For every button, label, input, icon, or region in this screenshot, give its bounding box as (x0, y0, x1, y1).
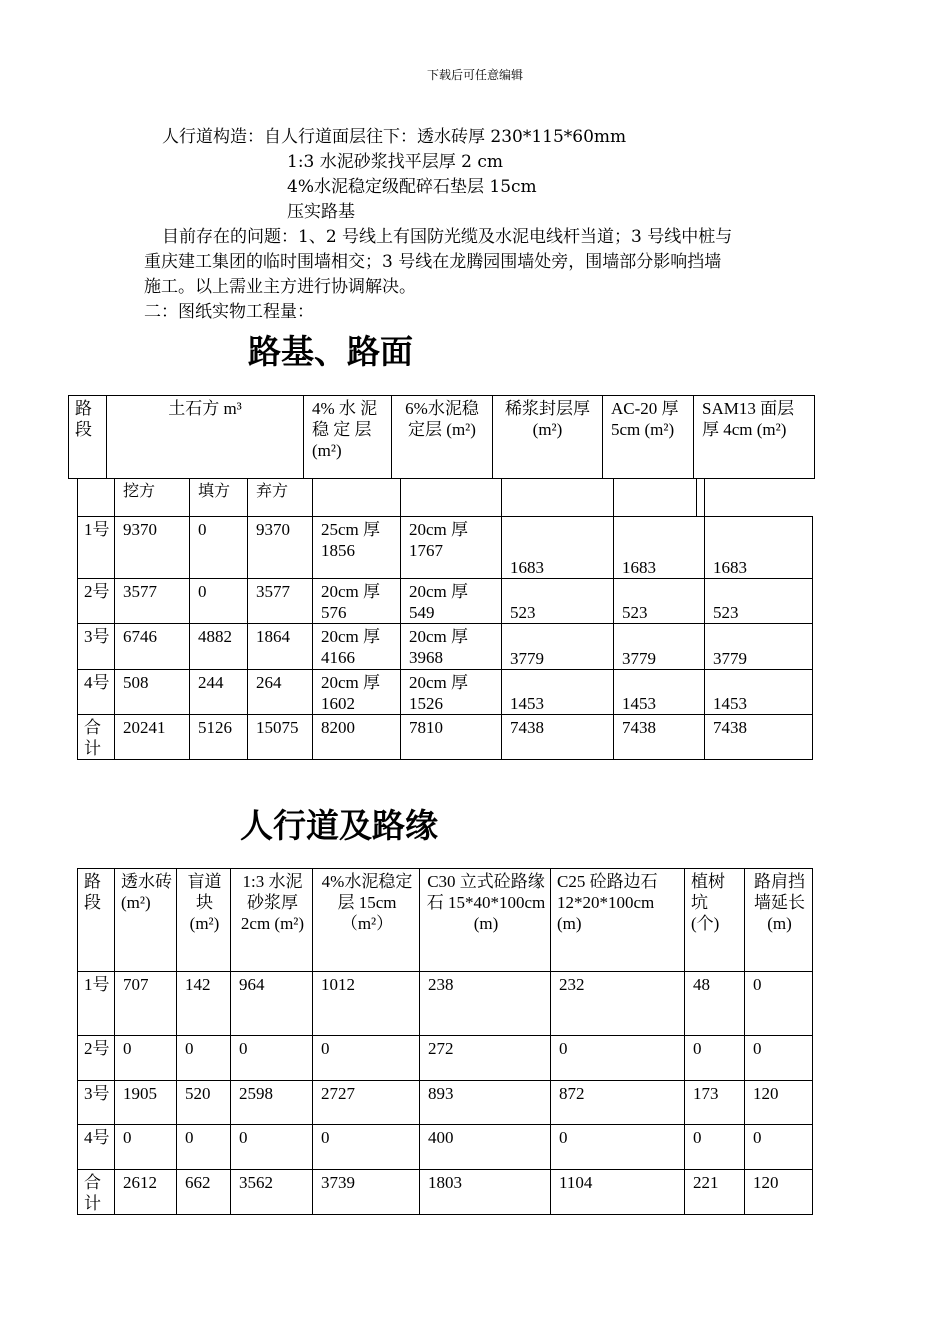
t2-cell-mortar: 0 (231, 1125, 313, 1170)
t1-cell-slurry: 3779 (502, 624, 614, 670)
t1-cell-slurry: 7438 (502, 715, 614, 760)
t2-cell-c30: 400 (420, 1125, 551, 1170)
t1-h-seg: 路段 (69, 396, 107, 479)
t2-h-wall: 路肩挡墙延长 (m) (745, 869, 813, 972)
table1-row (78, 715, 813, 760)
table2 (77, 868, 813, 1215)
t1-cell-seg: 1号 (78, 517, 115, 579)
t2-cell-seg: 合计 (78, 1170, 115, 1215)
t2-cell-c30: 272 (420, 1036, 551, 1081)
t2-cell-wall: 120 (745, 1170, 813, 1215)
t1-cell-ac20: 7438 (614, 715, 705, 760)
t1-cell-waste: 3577 (248, 579, 313, 624)
t1-cell-ac20: 1683 (614, 517, 705, 579)
t2-cell-cement: 3739 (313, 1170, 420, 1215)
t1-cell-c6: 20cm 厚 549 (401, 579, 502, 624)
t1-h-earth: 土石方 m³ (107, 396, 304, 479)
t1-cell-slurry: 523 (502, 579, 614, 624)
t2-h-c30: C30 立式砼路缘石 15*40*100cm (m) (420, 869, 551, 972)
table2-row (78, 1170, 813, 1215)
t1-cell-fill: 0 (190, 579, 248, 624)
t2-h-cement: 4%水泥稳定层 15cm （m²） (313, 869, 420, 972)
t1-cell-c6: 7810 (401, 715, 502, 760)
t1-cell-sam: 7438 (705, 715, 813, 760)
t1-h-waste: 弃方 (248, 479, 313, 517)
t2-cell-blind: 520 (177, 1081, 231, 1125)
table1-row (78, 579, 813, 624)
intro-line-2: 1:3 水泥砂浆找平层厚 2 cm (287, 152, 504, 172)
t2-cell-wall: 0 (745, 1036, 813, 1081)
t1-cell-waste: 264 (248, 670, 313, 715)
t1-cell-c4: 8200 (313, 715, 401, 760)
t1-h-cut: 挖方 (115, 479, 190, 517)
t1-h-c6: 6%水泥稳定层 (m²) (392, 396, 493, 479)
t2-cell-seg: 4号 (78, 1125, 115, 1170)
issues-line-3: 施工。以上需业主方进行协调解决。 (144, 277, 416, 297)
t2-h-tree: 植树坑 (个) (685, 869, 745, 972)
t2-cell-seg: 3号 (78, 1081, 115, 1125)
t1-cell-seg: 合计 (78, 715, 115, 760)
t1-cell-waste: 1864 (248, 624, 313, 670)
t2-cell-brick: 0 (115, 1036, 177, 1081)
table2-row (78, 972, 813, 1036)
t2-cell-c30: 1803 (420, 1170, 551, 1215)
t1-cell-slurry: 1683 (502, 517, 614, 579)
t1-cell-slurry: 1453 (502, 670, 614, 715)
t2-cell-blind: 662 (177, 1170, 231, 1215)
t2-h-blind: 盲道块 (m²) (177, 869, 231, 972)
table1-row (78, 517, 813, 579)
t1-cell-c4: 20cm 厚 1602 (313, 670, 401, 715)
t2-cell-cement: 0 (313, 1125, 420, 1170)
t2-cell-c25: 872 (551, 1081, 685, 1125)
t2-cell-tree: 0 (685, 1036, 745, 1081)
t1-cell-c4: 20cm 厚 4166 (313, 624, 401, 670)
t1-cell-ac20: 3779 (614, 624, 705, 670)
t2-cell-brick: 707 (115, 972, 177, 1036)
t1-cell-fill: 244 (190, 670, 248, 715)
t1-cell-c6: 20cm 厚 1767 (401, 517, 502, 579)
t1-cell-seg: 3号 (78, 624, 115, 670)
t1-h-ac20: AC-20 厚 5cm (m²) (603, 396, 694, 479)
t2-cell-seg: 2号 (78, 1036, 115, 1081)
t1-cell-c6: 20cm 厚 1526 (401, 670, 502, 715)
table1-subheader (77, 478, 705, 517)
t2-cell-c30: 893 (420, 1081, 551, 1125)
issues-line-1: 目前存在的问题：1、2 号线上有国防光缆及水泥电线杆当道；3 号线中桩与 (162, 227, 733, 247)
t2-cell-brick: 1905 (115, 1081, 177, 1125)
table1-header (68, 395, 815, 479)
t2-cell-tree: 221 (685, 1170, 745, 1215)
t2-cell-c30: 238 (420, 972, 551, 1036)
t1-cell-sam: 523 (705, 579, 813, 624)
t1-cell-cut: 6746 (115, 624, 190, 670)
table2-row (78, 1081, 813, 1125)
t2-h-seg: 路段 (78, 869, 115, 972)
t2-cell-seg: 1号 (78, 972, 115, 1036)
table1-row (78, 670, 813, 715)
t2-cell-c25: 0 (551, 1125, 685, 1170)
t2-cell-blind: 0 (177, 1036, 231, 1081)
t1-h-sam: SAM13 面层厚 4cm (m²) (694, 396, 815, 479)
t1-cell-c4: 25cm 厚 1856 (313, 517, 401, 579)
t2-cell-wall: 120 (745, 1081, 813, 1125)
t2-cell-tree: 0 (685, 1125, 745, 1170)
intro-line-3: 4%水泥稳定级配碎石垫层 15cm (287, 177, 537, 197)
t1-cell-waste: 15075 (248, 715, 313, 760)
t2-cell-blind: 0 (177, 1125, 231, 1170)
t1-h-fill: 填方 (190, 479, 248, 517)
t2-cell-wall: 0 (745, 972, 813, 1036)
t1-cell-cut: 508 (115, 670, 190, 715)
t1-cell-cut: 3577 (115, 579, 190, 624)
issues-line-2: 重庆建工集团的临时围墙相交；3 号线在龙腾园围墙处旁，围墙部分影响挡墙 (144, 252, 722, 272)
page-header: 下载后可任意编辑 (426, 68, 523, 82)
t1-cell-cut: 20241 (115, 715, 190, 760)
t2-h-brick: 透水砖 (m²) (115, 869, 177, 972)
t1-h-c4: 4% 水 泥 稳 定 层 (m²) (304, 396, 392, 479)
t2-cell-c25: 232 (551, 972, 685, 1036)
t1-cell-c4: 20cm 厚 576 (313, 579, 401, 624)
table2-row (78, 1036, 813, 1081)
t1-cell-sam: 1683 (705, 517, 813, 579)
t2-cell-cement: 0 (313, 1036, 420, 1081)
t1-cell-c6: 20cm 厚 3968 (401, 624, 502, 670)
t2-cell-c25: 0 (551, 1036, 685, 1081)
t1-cell-ac20: 1453 (614, 670, 705, 715)
t1-cell-fill: 4882 (190, 624, 248, 670)
t1-cell-cut: 9370 (115, 517, 190, 579)
section-heading: 二：图纸实物工程量： (144, 302, 314, 322)
t2-cell-mortar: 964 (231, 972, 313, 1036)
t2-cell-mortar: 2598 (231, 1081, 313, 1125)
t2-cell-cement: 1012 (313, 972, 420, 1036)
t2-h-c25: C25 砼路边石 12*20*100cm (m) (551, 869, 685, 972)
t2-cell-tree: 48 (685, 972, 745, 1036)
t2-cell-brick: 2612 (115, 1170, 177, 1215)
t1-cell-fill: 5126 (190, 715, 248, 760)
t2-cell-tree: 173 (685, 1081, 745, 1125)
t1-cell-waste: 9370 (248, 517, 313, 579)
table1-body (77, 516, 813, 760)
t2-cell-mortar: 3562 (231, 1170, 313, 1215)
intro-line-4: 压实路基 (287, 202, 355, 222)
t1-cell-sam: 1453 (705, 670, 813, 715)
t1-cell-sam: 3779 (705, 624, 813, 670)
t1-cell-ac20: 523 (614, 579, 705, 624)
t1-cell-fill: 0 (190, 517, 248, 579)
t2-cell-blind: 142 (177, 972, 231, 1036)
intro-line-1: 人行道构造：自人行道面层往下：透水砖厚 230*115*60mm (162, 127, 627, 147)
t1-h-slurry: 稀浆封层厚 (m²) (493, 396, 603, 479)
table2-row (78, 1125, 813, 1170)
t1-cell-seg: 4号 (78, 670, 115, 715)
t2-cell-mortar: 0 (231, 1036, 313, 1081)
t2-cell-c25: 1104 (551, 1170, 685, 1215)
t2-cell-cement: 2727 (313, 1081, 420, 1125)
t1-cell-seg: 2号 (78, 579, 115, 624)
table1-row (78, 624, 813, 670)
table2-title: 人行道及路缘 (240, 806, 438, 845)
table1-title: 路基、路面 (248, 332, 413, 371)
t2-cell-wall: 0 (745, 1125, 813, 1170)
t2-h-mortar: 1:3 水泥砂浆厚 2cm (m²) (231, 869, 313, 972)
t2-cell-brick: 0 (115, 1125, 177, 1170)
